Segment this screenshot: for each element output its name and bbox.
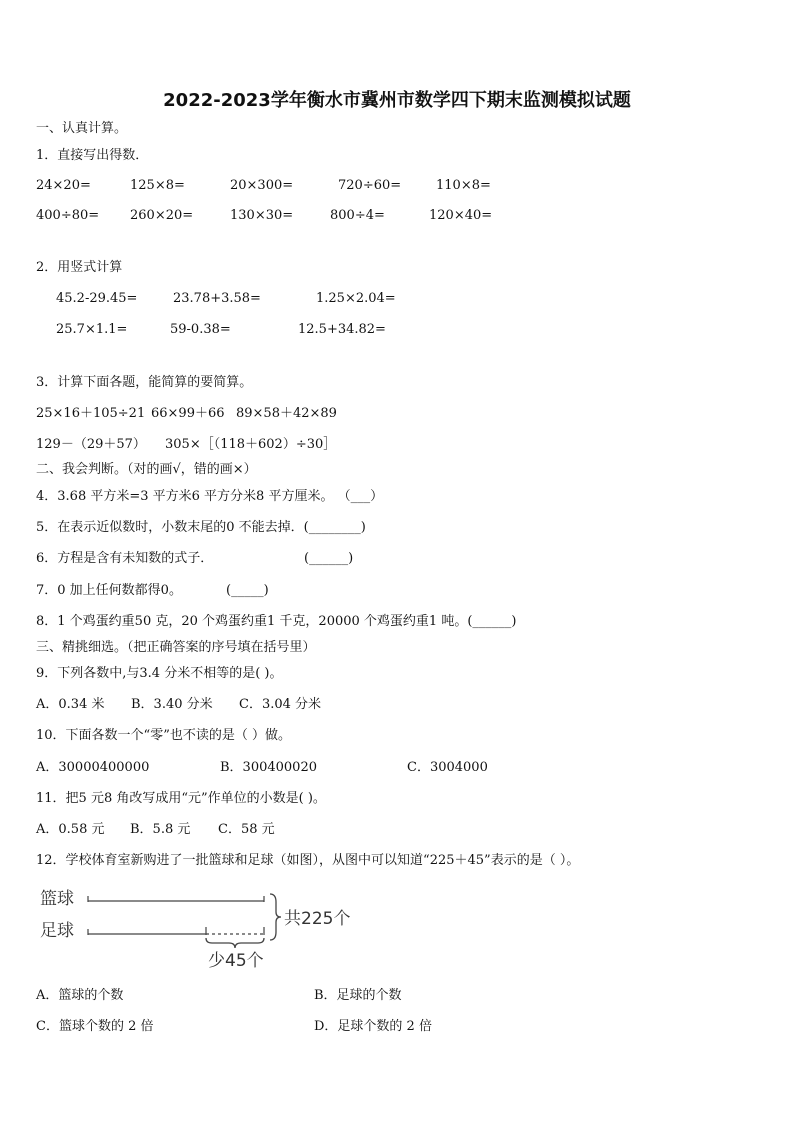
q1-item: 800÷4= xyxy=(330,208,385,223)
q1-item: 20×300= xyxy=(230,178,294,193)
q9-option-a: A．0.34 米 xyxy=(36,697,105,712)
q10-option-a: A．30000400000 xyxy=(36,760,150,775)
q3-item: 89×58＋42×89 xyxy=(236,406,337,421)
q1-item: 110×8= xyxy=(436,178,491,193)
q12-option-c: C．篮球个数的 2 倍 xyxy=(36,1019,154,1034)
diagram-label-football: 足球 xyxy=(40,921,74,941)
q11-option-a: A．0.58 元 xyxy=(36,822,105,837)
q2-item: 59-0.38= xyxy=(170,322,231,337)
q9-option-b: B．3.40 分米 xyxy=(131,697,213,712)
q12-option-b: B．足球的个数 xyxy=(314,988,402,1003)
question-6-blank: (______) xyxy=(304,551,354,566)
question-7-blank: (_____) xyxy=(226,583,269,598)
q1-item: 125×8= xyxy=(130,178,185,193)
q12-option-d: D．足球个数的 2 倍 xyxy=(314,1019,432,1034)
q1-item: 24×20= xyxy=(36,178,91,193)
question-8: 8．1 个鸡蛋约重50 克，20 个鸡蛋约重1 千克，20000 个鸡蛋约重1 吨。(______) xyxy=(36,614,517,629)
diagram-label-basketball: 篮球 xyxy=(40,889,74,909)
q1-item: 400÷80= xyxy=(36,208,100,223)
q11-option-b: B．5.8 元 xyxy=(130,822,191,837)
q11-option-c: C．58 元 xyxy=(218,822,275,837)
question-3-stem: 3．计算下面各题，能简算的要简算。 xyxy=(36,375,253,390)
q1-item: 130×30= xyxy=(230,208,294,223)
question-12-stem: 12．学校体育室新购进了一批篮球和足球（如图），从图中可以知道“225＋45”表示的是（ ）。 xyxy=(36,853,580,868)
q3-item: 305×［（118＋602）÷30］ xyxy=(165,437,337,452)
question-9-stem: 9．下列各数中,与3.4 分米不相等的是( )。 xyxy=(36,666,283,681)
page-title: 2022-2023学年衡水市冀州市数学四下期末监测模拟试题 xyxy=(163,90,631,111)
question-11-stem: 11．把5 元8 角改写成用“元”作单位的小数是( )。 xyxy=(36,791,326,806)
q3-item: 25×16＋105÷21 xyxy=(36,406,146,421)
q2-item: 1.25×2.04= xyxy=(316,291,396,306)
q9-option-c: C．3.04 分米 xyxy=(239,697,322,712)
section-heading-2: 二、我会判断。（对的画√，错的画×） xyxy=(36,462,257,477)
question-1-stem: 1．直接写出得数． xyxy=(36,148,149,163)
question-7-stem: 7．0 加上任何数都得0。 xyxy=(36,583,182,598)
q1-item: 720÷60= xyxy=(338,178,402,193)
q1-item: 120×40= xyxy=(429,208,493,223)
q2-item: 45.2-29.45= xyxy=(56,291,138,306)
section-heading-3: 三、精挑细选。（把正确答案的序号填在括号里） xyxy=(36,640,316,655)
q10-option-b: B．300400020 xyxy=(220,760,317,775)
q12-option-a: A．篮球的个数 xyxy=(36,988,124,1003)
section-heading-1: 一、认真计算。 xyxy=(36,121,128,136)
q2-item: 23.78+3.58= xyxy=(173,291,261,306)
q3-item: 129－（29＋57） xyxy=(36,437,146,452)
diagram-total-label: 共225个 xyxy=(284,909,351,929)
diagram-less-label: 少45个 xyxy=(208,951,264,971)
segment-diagram xyxy=(36,882,376,971)
question-4: 4．3.68 平方米=3 平方米6 平方分米8 平方厘米。 （___） xyxy=(36,489,384,504)
q10-option-c: C．3004000 xyxy=(407,760,488,775)
question-10-stem: 10．下面各数一个“零”也不读的是（ ）做。 xyxy=(36,728,291,743)
question-5: 5．在表示近似数时，小数末尾的0 不能去掉．(________) xyxy=(36,520,366,535)
q3-item: 66×99＋66 xyxy=(151,406,225,421)
q2-item: 25.7×1.1= xyxy=(56,322,128,337)
q2-item: 12.5+34.82= xyxy=(298,322,386,337)
question-6-stem: 6．方程是含有未知数的式子． xyxy=(36,551,214,566)
q1-item: 260×20= xyxy=(130,208,194,223)
question-2-stem: 2．用竖式计算 xyxy=(36,260,123,275)
